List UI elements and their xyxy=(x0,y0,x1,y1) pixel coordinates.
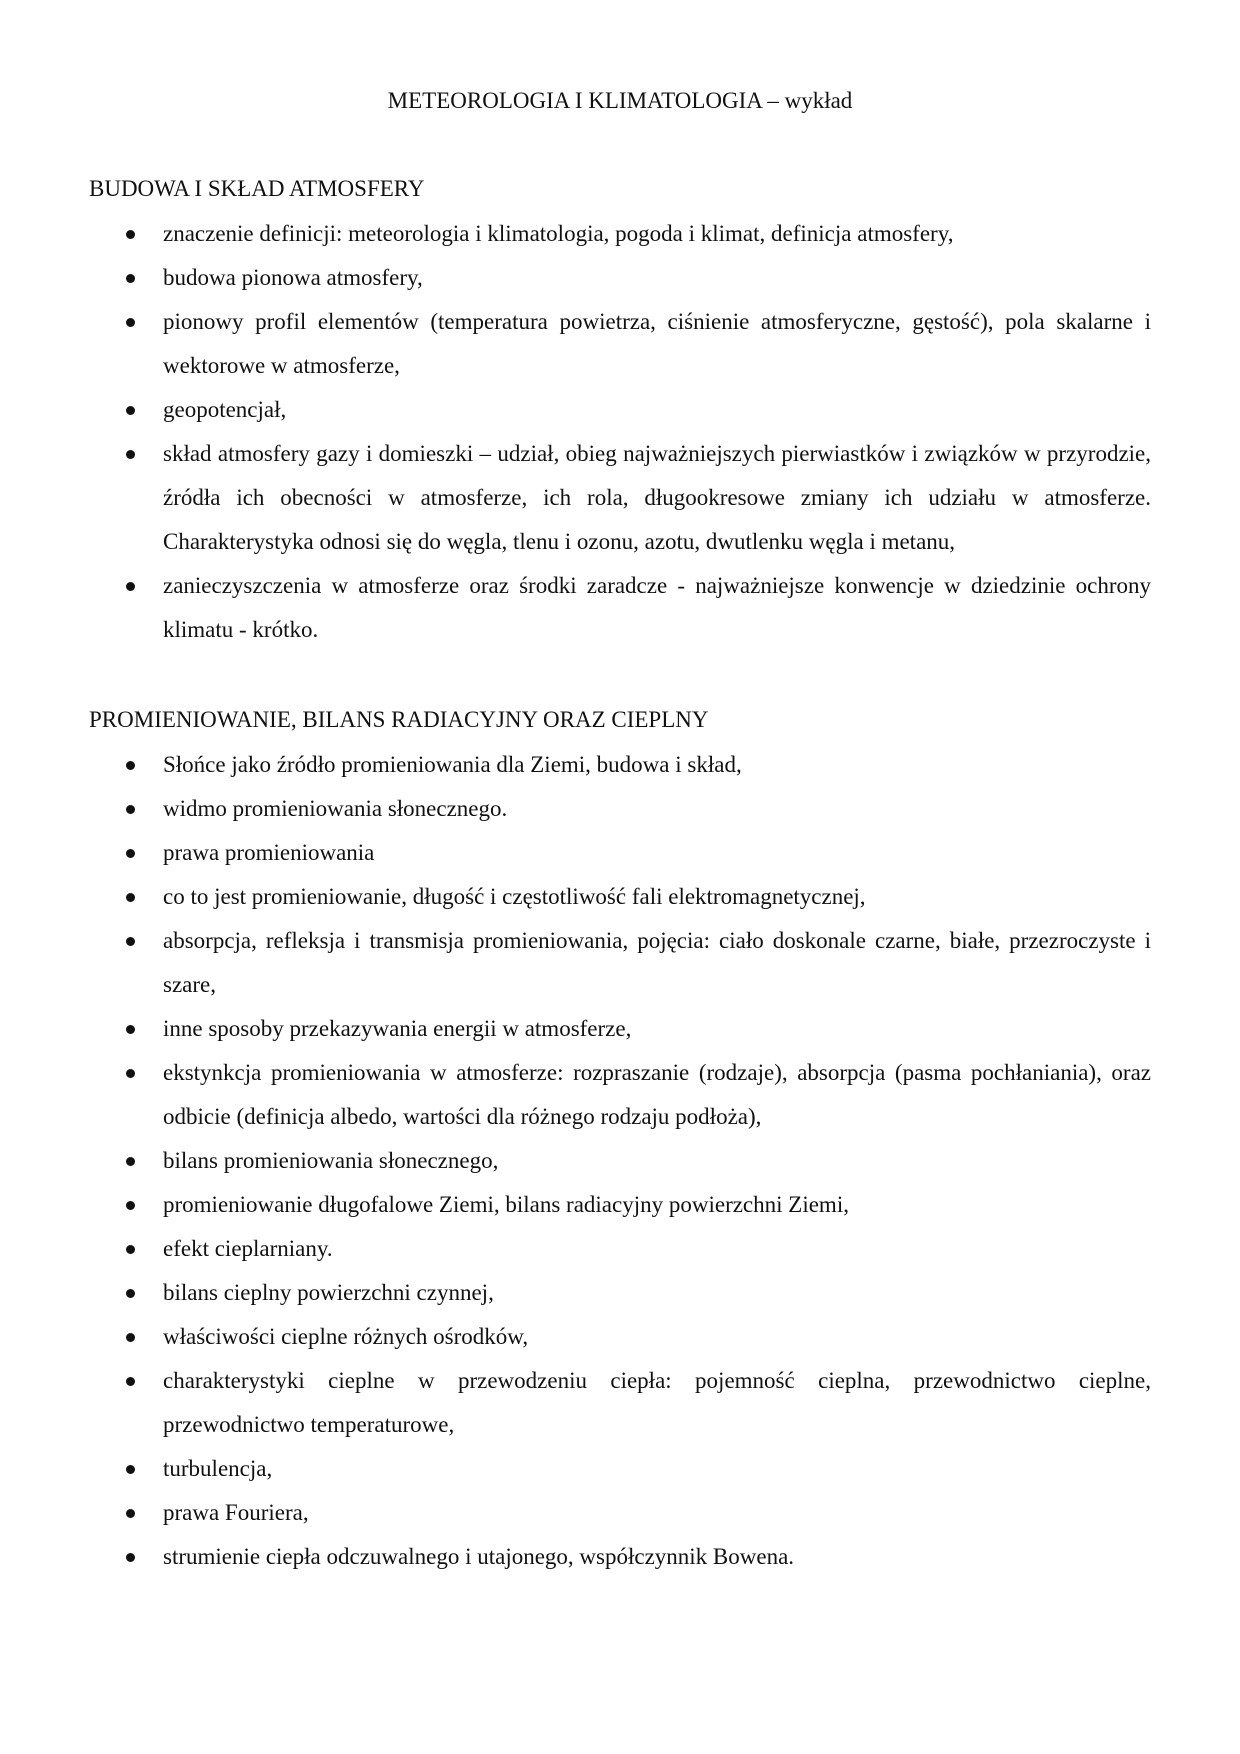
list-item-text: znaczenie definicji: meteorologia i klimatologia, pogoda i klimat, definicja atmosfery, xyxy=(163,221,954,246)
bullet-icon xyxy=(126,761,135,770)
bullet-icon xyxy=(126,1069,135,1078)
list-item xyxy=(89,1183,1151,1227)
section-budowa-i-sklad xyxy=(89,174,1151,652)
list-item xyxy=(89,1315,1151,1359)
bullet-icon xyxy=(126,849,135,858)
list-item xyxy=(89,1051,1151,1139)
bullet-icon xyxy=(126,406,135,415)
bullet-list xyxy=(89,212,1151,652)
list-item-text: charakterystyki cieplne w przewodzeniu ciepła: pojemność cieplna, przewodnictwo cieplne, przewodnictwo temperaturowe, xyxy=(163,1368,1151,1437)
bullet-icon xyxy=(126,1025,135,1034)
list-item-text: turbulencja, xyxy=(163,1456,273,1481)
list-item-text: geopotencjał, xyxy=(163,397,287,422)
bullet-icon xyxy=(126,1509,135,1518)
bullet-icon xyxy=(126,805,135,814)
list-item-text: właściwości cieplne różnych ośrodków, xyxy=(163,1324,529,1349)
list-item-text: budowa pionowa atmosfery, xyxy=(163,265,423,290)
list-item-text: promieniowanie długofalowe Ziemi, bilans radiacyjny powierzchni Ziemi, xyxy=(163,1192,849,1217)
section-heading: PROMIENIOWANIE, BILANS RADIACYJNY ORAZ CIEPLNY xyxy=(89,707,709,732)
list-item xyxy=(89,256,1151,300)
list-item-text: inne sposoby przekazywania energii w atmosferze, xyxy=(163,1016,632,1041)
bullet-icon xyxy=(126,318,135,327)
bullet-icon xyxy=(126,1201,135,1210)
list-item-text: absorpcja, refleksja i transmisja promieniowania, pojęcia: ciało doskonale czarne, białe, przezroczyste i szare, xyxy=(163,928,1151,997)
bullet-icon xyxy=(126,450,135,459)
list-item-text: zanieczyszczenia w atmosferze oraz środki zaradcze - najważniejsze konwencje w dziedzinie ochrony klimatu - krótko. xyxy=(163,573,1151,642)
bullet-icon xyxy=(126,937,135,946)
list-item xyxy=(89,787,1151,831)
list-item xyxy=(89,1227,1151,1271)
list-item-text: skład atmosfery gazy i domieszki – udział, obieg najważniejszych pierwiastków i związków w przyrodzie, źródła ich obecności w atmosferze, ich rola, długookresowe zmiany ich udziału w atmosferze. Charakterystyka odnosi się do węgla, tlenu i ozonu, azotu, dwutlenku węgla i metanu, xyxy=(163,441,1151,554)
list-item-text: widmo promieniowania słonecznego. xyxy=(163,796,508,821)
list-item xyxy=(89,1007,1151,1051)
bullet-icon xyxy=(126,1553,135,1562)
list-item-text: pionowy profil elementów (temperatura powietrza, ciśnienie atmosferyczne, gęstość), pola skalarne i wektorowe w atmosferze, xyxy=(163,309,1151,378)
list-item xyxy=(89,1359,1151,1447)
list-item-text: bilans promieniowania słonecznego, xyxy=(163,1148,499,1173)
list-item xyxy=(89,388,1151,432)
list-item-text: strumienie ciepła odczuwalnego i utajonego, współczynnik Bowena. xyxy=(163,1544,795,1569)
list-item-text: Słońce jako źródło promieniowania dla Ziemi, budowa i skład, xyxy=(163,752,742,777)
bullet-icon xyxy=(126,274,135,283)
bullet-icon xyxy=(126,1157,135,1166)
list-item-text: prawa Fouriera, xyxy=(163,1500,309,1525)
list-item-text: prawa promieniowania xyxy=(163,840,375,865)
list-item xyxy=(89,831,1151,875)
list-item-text: bilans cieplny powierzchni czynnej, xyxy=(163,1280,494,1305)
list-item xyxy=(89,564,1151,652)
bullet-icon xyxy=(126,893,135,902)
list-item xyxy=(89,212,1151,256)
section-promieniowanie xyxy=(89,705,1151,1579)
bullet-icon xyxy=(126,1465,135,1474)
list-item xyxy=(89,1535,1151,1579)
list-item-text: efekt cieplarniany. xyxy=(163,1236,333,1261)
list-item xyxy=(89,919,1151,1007)
list-item xyxy=(89,1447,1151,1491)
bullet-list xyxy=(89,743,1151,1579)
list-item-text: ekstynkcja promieniowania w atmosferze: rozpraszanie (rodzaje), absorpcja (pasma pochłaniania), oraz odbicie (definicja albedo, wartości dla różnego rodzaju podłoża), xyxy=(163,1060,1151,1129)
list-item xyxy=(89,1271,1151,1315)
section-heading: BUDOWA I SKŁAD ATMOSFERY xyxy=(89,176,425,201)
list-item xyxy=(89,300,1151,388)
bullet-icon xyxy=(126,230,135,239)
bullet-icon xyxy=(126,1377,135,1386)
list-item xyxy=(89,1139,1151,1183)
list-item xyxy=(89,1491,1151,1535)
bullet-icon xyxy=(126,582,135,591)
bullet-icon xyxy=(126,1333,135,1342)
list-item-text: co to jest promieniowanie, długość i częstotliwość fali elektromagnetycznej, xyxy=(163,884,866,909)
bullet-icon xyxy=(126,1289,135,1298)
bullet-icon xyxy=(126,1245,135,1254)
list-item xyxy=(89,432,1151,564)
list-item xyxy=(89,743,1151,787)
document-title: METEOROLOGIA I KLIMATOLOGIA – wykład xyxy=(387,88,853,113)
list-item xyxy=(89,875,1151,919)
